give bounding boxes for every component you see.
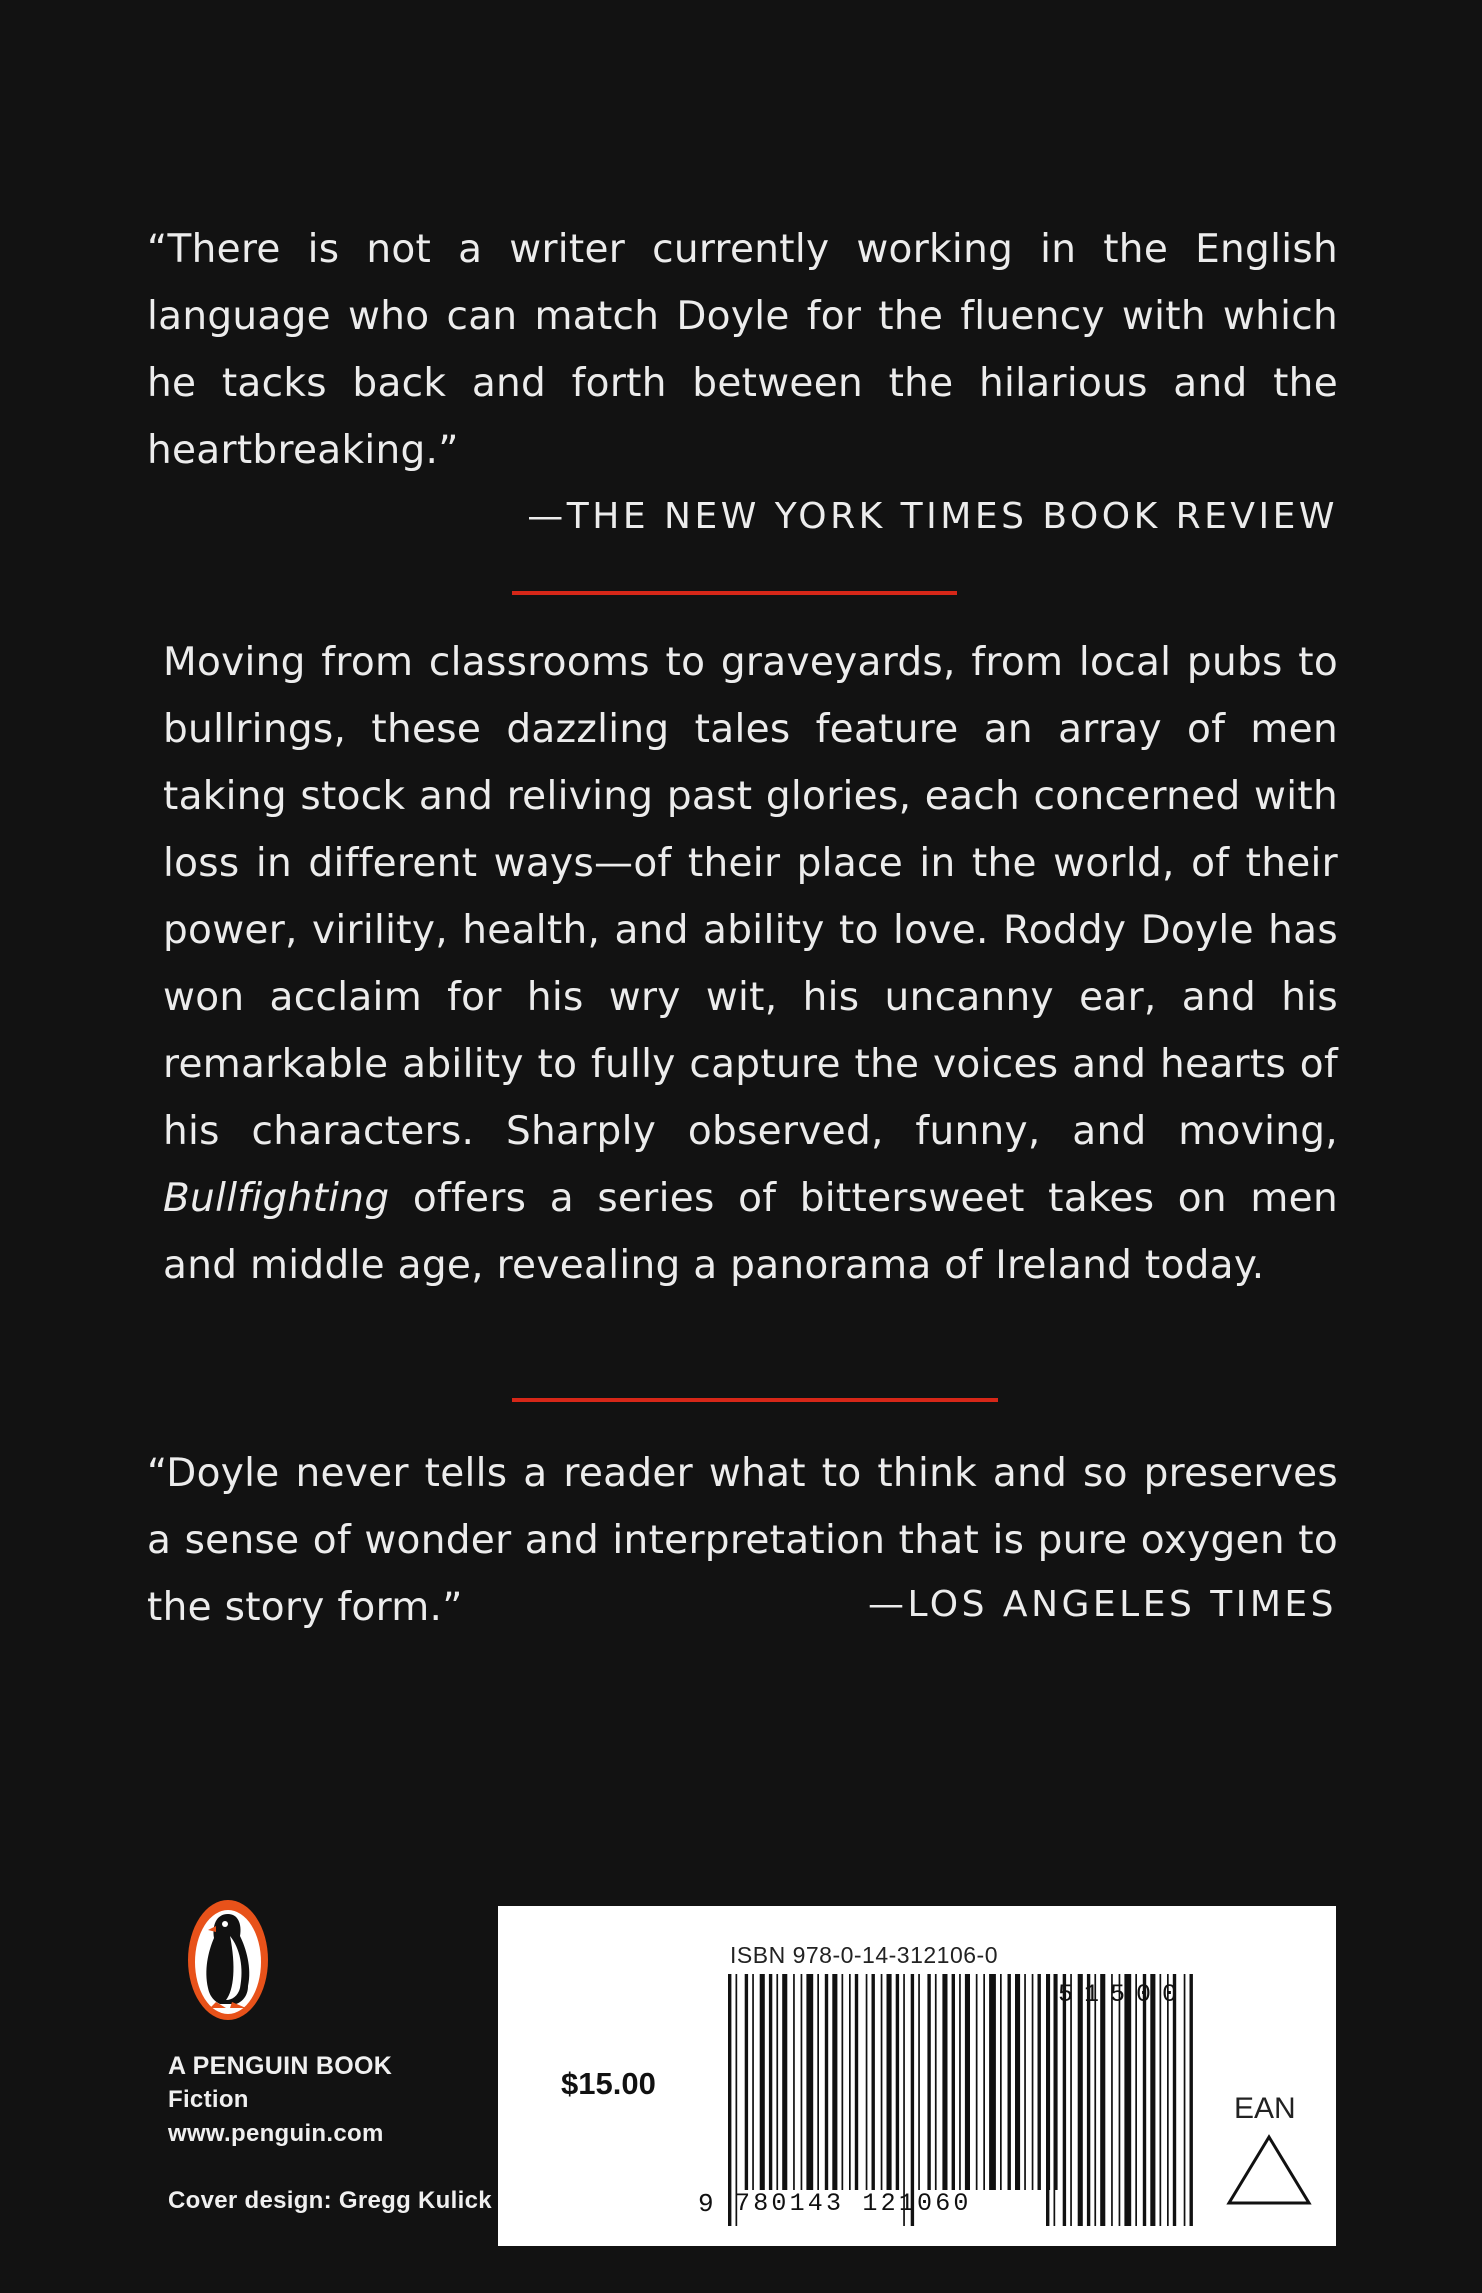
barcode-bar — [825, 1974, 828, 2190]
barcode-bar — [806, 1974, 813, 2190]
book-title: Bullfighting — [163, 1176, 390, 1221]
attribution-new-york-times: —THE NEW YORK TIMES BOOK REVIEW — [527, 496, 1338, 537]
barcode-bar — [1046, 1974, 1049, 2226]
barcode-bar — [983, 1974, 985, 2190]
barcode-bar — [776, 1974, 778, 2190]
barcode-panel — [498, 1906, 1336, 2246]
barcode-bar — [1190, 1974, 1193, 2226]
barcode-bar — [952, 1974, 955, 2190]
quote-text: “Doyle never tells a reader what to think and so preserves a sense of wonder and interpretation that is pure oxygen to the story form.” — [147, 1451, 1338, 1630]
barcode-bar — [1173, 1974, 1176, 2226]
barcode-bar — [942, 1974, 947, 2190]
barcode-bar — [1000, 1974, 1002, 2190]
barcode-lead-digit: 9 — [698, 2189, 714, 2219]
barcode-bar — [728, 1974, 731, 2226]
barcode-bar — [1124, 1974, 1131, 2226]
barcode-bar — [896, 1974, 899, 2190]
price-addon-barcode — [1046, 1974, 1198, 2226]
barcode-bar — [1184, 1974, 1186, 2226]
red-divider-bottom — [512, 1398, 998, 1402]
barcode-bar — [1008, 1974, 1011, 2190]
barcode-bar — [1135, 1974, 1137, 2226]
addon-digits: 51500 — [1058, 1980, 1189, 2009]
barcode-bar — [769, 1974, 772, 2190]
barcode-bar — [760, 1974, 765, 2190]
barcode-bar — [801, 1974, 803, 2190]
barcode-bar — [1143, 1974, 1146, 2226]
barcode-bar — [918, 1974, 920, 2190]
barcode-bar — [1111, 1974, 1113, 2226]
penguin-logo-icon — [186, 1896, 270, 2021]
genre-label: Fiction — [168, 2086, 249, 2113]
description-text — [163, 629, 1338, 1299]
attribution-los-angeles-times: —LOS ANGELES TIMES — [868, 1584, 1337, 1625]
barcode-bar — [1015, 1974, 1020, 2190]
barcode-bar — [866, 1974, 868, 2190]
barcode-bar — [782, 1974, 787, 2190]
barcode-bar — [745, 1974, 748, 2190]
barcode-bar — [1038, 1974, 1041, 2190]
barcode-bar — [1054, 1974, 1056, 2226]
description-part-1: Moving from classrooms to graveyards, from local pubs to bullrings, these dazzling tales feature an array of men taking stock and reliving past glories, each concerned with loss in different ways—of their place in the world, of their power, virility, health, and ability to love. Roddy Doyle has won acclaim for his wry wit, his uncanny ear, and his remarkable ability to fully capture the voices and hearts of his characters. Sharply observed, funny, and moving, — [163, 640, 1338, 1154]
barcode-bar — [887, 1974, 892, 2190]
ean-triangle-icon — [1226, 2134, 1312, 2206]
barcode-bar — [1032, 1974, 1034, 2190]
publisher-url: www.penguin.com — [168, 2120, 384, 2147]
barcode-bar — [1070, 1974, 1072, 2226]
barcode-bar — [752, 1974, 754, 2190]
barcode-bar — [989, 1974, 996, 2190]
barcode-bar — [1150, 1974, 1155, 2226]
barcode-bar — [1087, 1974, 1090, 2226]
barcode-bar — [959, 1974, 961, 2190]
barcode-bar — [965, 1974, 970, 2190]
barcode-bar — [849, 1974, 851, 2190]
quote-text: “There is not a writer currently working in the English language who can match Doyle for the fluency with which he tacks back and forth between the hilarious and the heartbreaking.” — [147, 227, 1338, 473]
barcode-bar — [935, 1974, 937, 2190]
isbn-label: ISBN 978-0-14-312106-0 — [730, 1942, 998, 1968]
price-label: $15.00 — [561, 2066, 656, 2101]
quote-new-york-times — [147, 216, 1338, 484]
barcode-bar — [872, 1974, 875, 2190]
barcode-bar — [1167, 1974, 1169, 2226]
barcode-bar — [842, 1974, 844, 2190]
barcode-bar — [1063, 1974, 1066, 2226]
barcode-bar — [1100, 1974, 1105, 2226]
barcode-bar — [793, 1974, 795, 2190]
barcode-bar — [976, 1974, 978, 2190]
barcode-bar — [881, 1974, 883, 2190]
barcode-bar — [1119, 1974, 1121, 2226]
cover-design-credit: Cover design: Gregg Kulick — [168, 2187, 492, 2214]
red-divider-top — [512, 591, 957, 595]
barcode-bar — [855, 1974, 858, 2190]
book-description — [163, 629, 1338, 1299]
ean-label: EAN — [1234, 2092, 1296, 2125]
barcode-bar — [832, 1974, 837, 2190]
barcode-bar — [1024, 1974, 1026, 2190]
barcode-bar — [927, 1974, 930, 2190]
imprint-label: A PENGUIN BOOK — [168, 2052, 393, 2080]
barcode-bar — [1078, 1974, 1083, 2226]
barcode-bar — [1094, 1974, 1096, 2226]
barcode-bar — [1160, 1974, 1162, 2226]
barcode-digits: 780143 121060 — [735, 2189, 972, 2218]
barcode-bar — [817, 1974, 819, 2190]
description-part-2: offers a series of bittersweet takes on men and middle age, revealing a panorama of Ireland today. — [163, 1176, 1338, 1288]
